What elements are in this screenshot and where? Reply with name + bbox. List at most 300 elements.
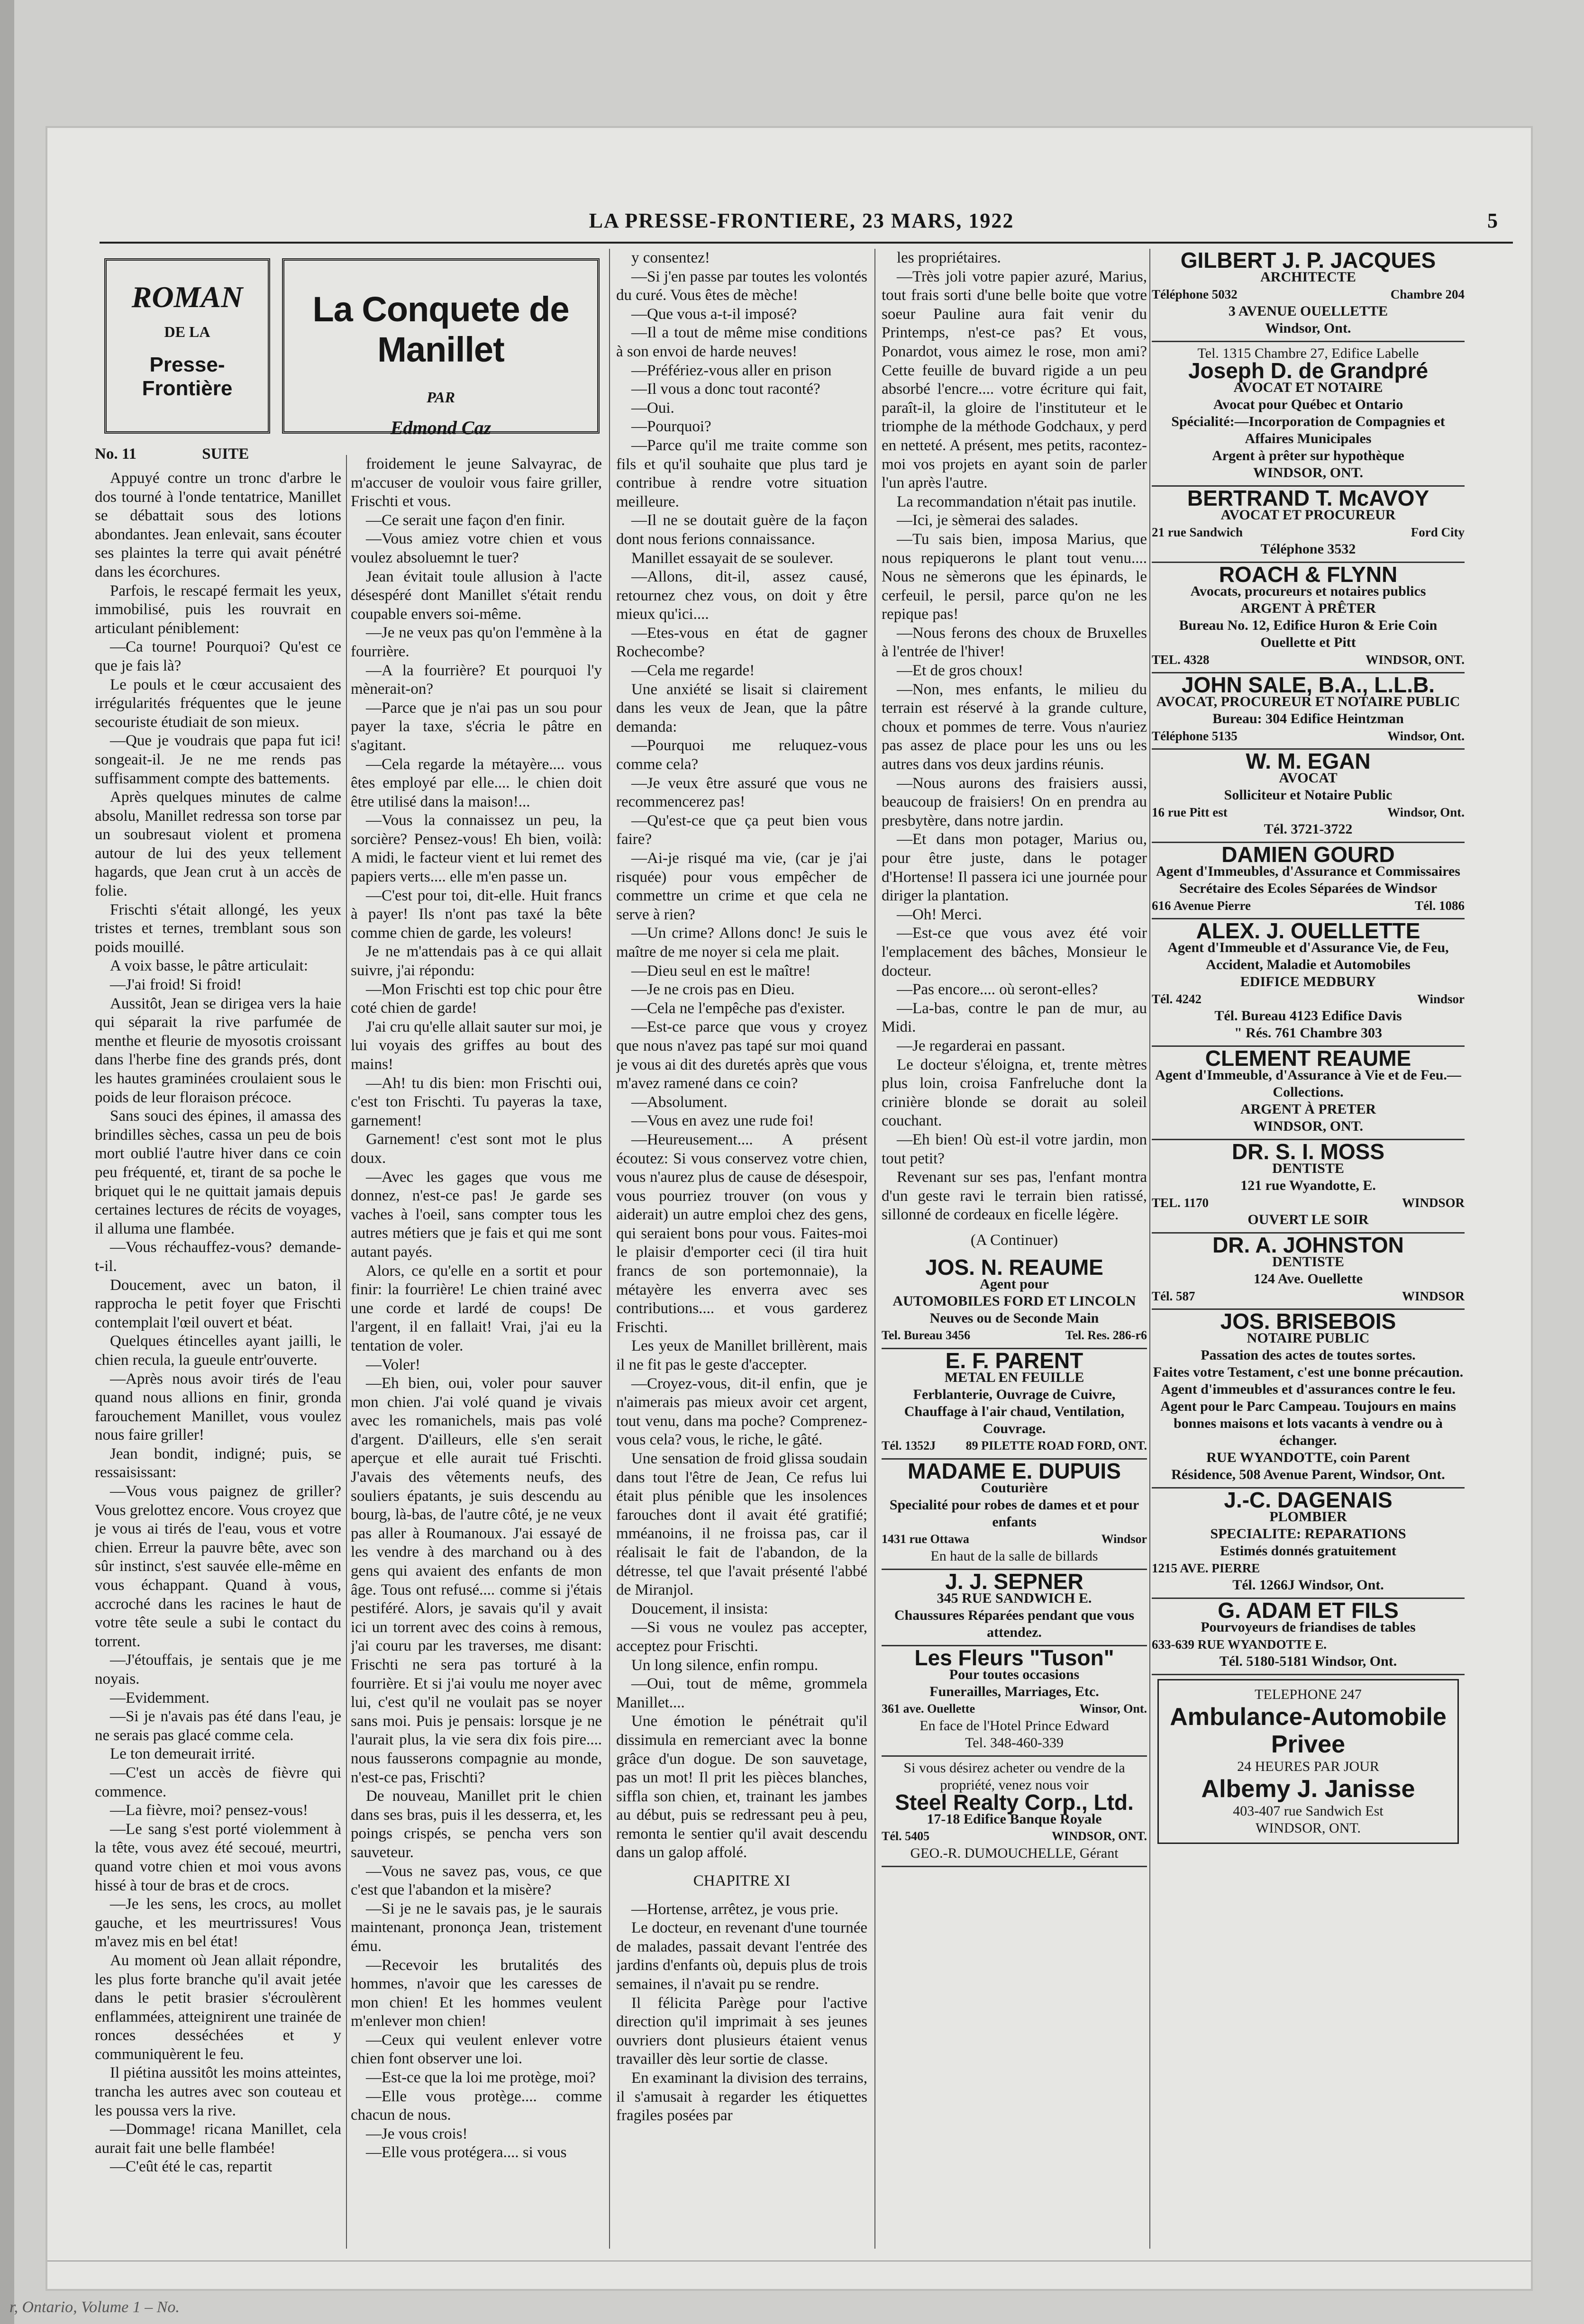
- ad-contact: Tel. Res. 286-r6: [1065, 1328, 1147, 1342]
- ad-contact-row: [1152, 1194, 1465, 1211]
- ad-name: DR. A. JOHNSTON: [1212, 1233, 1404, 1257]
- ad-contact-row: [882, 1327, 1147, 1344]
- paragraph: —C'est un accès de fièvre qui commence.: [95, 1764, 341, 1800]
- ad-line: Tél. 3721-3722: [1264, 821, 1353, 837]
- ad-line: WINDSOR, ONT.: [1253, 465, 1363, 481]
- ad-contact: Tél. 5405: [882, 1829, 930, 1843]
- ad-name: BERTRAND T. McAVOY: [1187, 486, 1429, 510]
- ad-name: JOHN SALE, B.A., L.L.B.: [1181, 672, 1435, 697]
- ad-name: J. J. SEPNER: [945, 1569, 1083, 1594]
- paragraph: Quelques étincelles ayant jailli, le chien recula, la gueule entr'ouverte.: [95, 1333, 341, 1369]
- paragraph: Alors, ce qu'elle en a sortit et pour finir: la fourrière! Le chien trainé avec une corde et lardé de coups! De l'argent, il en fallait! Vrai, j'ai eu la tentation de voler.: [351, 1262, 602, 1354]
- ad-line: Pour toutes occasions: [949, 1667, 1080, 1682]
- advertisement: [1152, 750, 1465, 843]
- ad-line: 17-18 Edifice Banque Royale: [927, 1811, 1102, 1827]
- ad-line: Secrétaire des Ecoles Séparées de Windsor: [1179, 881, 1438, 896]
- paragraph: —Heureusement.... A présent écoutez: Si vous conservez votre chien, vous n'aurez plus de cause de désespoir, vous pourriez trouver (on vous y aiderait) un autre emploi chez des gens, qui seraient bons pour vous. Faites-moi le plaisir d'emporter ceci (il tira huit francs de son portemonnaie), la métayère les enverra avec ses contributions.... et vous garderez Frischti.: [616, 1131, 867, 1336]
- ad-contact: Tél. 1086: [1415, 899, 1465, 913]
- column-divider: [874, 249, 875, 2249]
- paragraph: —La-bas, contre le pan de mur, au Midi.: [882, 999, 1147, 1036]
- paragraph: —Parce que je n'ai pas un sou pour payer la taxe, s'écria le pâtre en s'agitant.: [351, 699, 602, 754]
- ad-contact-row: [882, 1700, 1147, 1717]
- ad-line: Specialité pour robes de dames et et pour enfants: [889, 1497, 1139, 1530]
- paragraph: Sans souci des épines, il amassa des brindilles sèches, cassa un peu de bois mort oublié l'autre hiver dans ce coin peu fréquenté, et, tirant de sa poche le briquet qui le ne quittait jamais depuis certaines lectures de récits de voyages, il alluma une flambée.: [95, 1108, 341, 1237]
- paragraph: —Nous aurons des fraisiers aussi, beaucoup de fraisiers! On en prendra au presbytère, dans notre jardin.: [882, 774, 1147, 829]
- paragraph: —Ah! tu dis bien: mon Frischti oui, c'est ton Frischti. Tu payeras la taxe, garnement!: [351, 1074, 602, 1129]
- ad-contact: TEL. 1170: [1152, 1196, 1209, 1210]
- ad-name: W. M. EGAN: [1246, 749, 1371, 773]
- paragraph: les propriétaires.: [897, 249, 1001, 266]
- microfilm-footer: r, Ontario, Volume 1 – No.: [9, 2298, 180, 2316]
- paragraph: —C'est pour toi, dit-elle. Huit francs à payer! Ils n'ont pas taxé la bête comme chien de garde, les voleurs!: [351, 887, 602, 942]
- ambulance-owner: Albemy J. Janisse: [1201, 1775, 1415, 1803]
- ad-name: JOS. BRISEBOIS: [1220, 1309, 1396, 1334]
- ad-name: G. ADAM ET FILS: [1218, 1598, 1399, 1623]
- paragraph: Après quelques minutes de calme absolu, Manillet redressa son torse par un soubresaut violent et promena autour de lui des yeux tellement hagards, que Jean crut à un accès de folie.: [95, 789, 341, 900]
- ambulance-city: WINDSOR, ONT.: [1256, 1820, 1361, 1836]
- ad-line: DENTISTE: [1272, 1254, 1344, 1270]
- ad-contact: Windsor: [1417, 992, 1465, 1006]
- paragraph: —Elle vous protège.... comme chacun de nous.: [351, 2088, 602, 2124]
- chapter-heading: CHAPITRE XI: [693, 1872, 791, 1890]
- ad-line: Windsor, Ont.: [1265, 320, 1351, 336]
- paragraph: —Et dans mon potager, Marius ou, pour être juste, dans le potager d'Hortense! Il passera ici une journée pour diriger la plantation.: [882, 831, 1147, 905]
- ad-note: En face de l'Hotel Prince Edward: [919, 1718, 1109, 1734]
- ad-line: Tél. Bureau 4123 Edifice Davis: [1214, 1008, 1402, 1024]
- ad-line: Faites votre Testament, c'est une bonne précaution.: [1153, 1364, 1464, 1380]
- paragraph: —Pas encore.... où seront-elles?: [897, 981, 1098, 999]
- paragraph: —Qu'est-ce que ça peut bien vous faire?: [616, 812, 867, 848]
- ad-line: Couturière: [981, 1480, 1048, 1496]
- paragraph: —Le sang s'est porté violemment à la tête, vous avez été secoué, meurtri, quand votre chien et moi vous avons hissé à tour de bras et de crocs.: [95, 1820, 341, 1894]
- de-la-label: DE LA: [164, 323, 210, 340]
- paragraph: Garnement! c'est sont mot le plus doux.: [351, 1131, 602, 1167]
- ad-contact-row: [1152, 651, 1465, 668]
- column-divider: [609, 249, 610, 2249]
- paragraph: Les yeux de Manillet brillèrent, mais il ne fit pas le geste d'accepter.: [616, 1337, 867, 1374]
- footer-rule: [47, 2260, 1531, 2261]
- ad-contact: Ford City: [1411, 525, 1465, 539]
- paragraph: —Je ne veux pas qu'on l'emmène à la fourrière.: [351, 624, 602, 660]
- ad-line: Neuves ou de Seconde Main: [929, 1310, 1099, 1326]
- ad-line: Spécialité:—Incorporation de Compagnies et Affaires Municipales: [1171, 414, 1445, 446]
- paragraph: —Il ne se doutait guère de la façon dont nous ferions connaissance.: [616, 512, 867, 548]
- ad-contact: WINDSOR, ONT.: [1366, 653, 1465, 667]
- ad-contact-row: [1152, 897, 1465, 914]
- paragraph: Doucement, avec un baton, il rapprocha le petit foyer que Frischti contemplait l'œil ouvert et béat.: [95, 1276, 341, 1331]
- ad-line: AVOCAT: [1279, 770, 1338, 786]
- paragraph: —C'eût été le cas, repartit: [110, 2158, 273, 2176]
- ad-line: Avocats, procureurs et notaires publics: [1190, 583, 1426, 599]
- ad-contact: TEL. 4328: [1152, 653, 1210, 667]
- paragraph: —Etes-vous en état de gagner Rochecombe?: [616, 624, 867, 661]
- text-column-2: [351, 455, 602, 2251]
- advertisements-column-5: [1152, 249, 1465, 2253]
- paragraph: —Dommage! ricana Manillet, cela aurait fait une belle flambée!: [95, 2121, 341, 2157]
- page-header: [104, 209, 1499, 242]
- paragraph: Doucement, il insista:: [631, 1600, 768, 1617]
- paragraph: —Vous réchauffez-vous? demande-t-il.: [95, 1239, 341, 1275]
- paragraph: J'ai cru qu'elle allait sauter sur moi, je lui voyais des griffes au bout des mains!: [351, 1018, 602, 1073]
- paragraph: —Vous la connaissez un peu, la sorcière? Pensez-vous! Eh bien, voilà: A midi, le facteur vient et lui remet des papiers verts.... elle m'en passe un.: [351, 812, 602, 886]
- paragraph: Le docteur s'éloigna, et, trente mètres plus loin, croisa Fanfreluche dont la crinière blonde se dorait au soleil couchant.: [882, 1056, 1147, 1130]
- ad-name: GILBERT J. P. JACQUES: [1180, 249, 1436, 272]
- ad-intro: Si vous désirez acheter ou vendre de la propriété, venez nous voir: [903, 1760, 1125, 1793]
- ad-line: Chaussures Réparées pendant que vous attendez.: [894, 1607, 1135, 1640]
- ad-line: Agent d'Immeuble et d'Assurance Vie, de Feu, Accident, Maladie et Automobiles: [1167, 940, 1449, 972]
- paragraph: —Nous ferons des choux de Bruxelles à l'entrée de l'hiver!: [882, 624, 1147, 661]
- text-column-4: [882, 249, 1147, 1253]
- paragraph: Une émotion le pénétrait qu'il dissimula en remerciant avec la bonne grâce d'un dogue. De son sauvetage, pas un mot! Il prit les pièces blanches, siffla son chien, et, trainant les jambes au début, puis se redressant peu à peu, remonta le sentier qu'il avait descendu dans un galop affolé.: [616, 1713, 867, 1861]
- ad-line: Agent d'Immeubles, d'Assurance et Commissaires: [1156, 863, 1460, 879]
- paragraph: —Est-ce que vous avez été voir l'emplacement des bâches, Monsieur le docteur.: [882, 925, 1147, 980]
- ad-contact-row: [1152, 1288, 1465, 1305]
- paragraph: —Préfériez-vous aller en prison: [631, 362, 832, 379]
- ad-line: Bureau: 304 Edifice Heintzman: [1212, 711, 1404, 726]
- ad-contact: Tél. 4242: [1152, 992, 1202, 1006]
- ad-contact-row: [1152, 990, 1465, 1008]
- column-divider: [346, 455, 347, 2249]
- ad-line: ARGENT À PRETER: [1240, 1101, 1376, 1117]
- advertisement: [1152, 1234, 1465, 1310]
- paragraph: Le pouls et le cœur accusaient des irrégularités fréquentes que le jeune secouriste étudiait de son mieux.: [95, 676, 341, 731]
- ad-phone: Tel. 348-460-339: [965, 1735, 1064, 1751]
- ad-line: AVOCAT ET NOTAIRE: [1233, 380, 1383, 395]
- advertisement: [1152, 487, 1465, 563]
- ad-line: SPECIALITE: REPARATIONS: [1210, 1526, 1406, 1542]
- ad-contact: WINDSOR: [1402, 1196, 1465, 1210]
- ad-contact: 361 ave. Ouellette: [882, 1702, 975, 1716]
- paragraph: —Avec les gages que vous me donnez, n'est-ce pas! Je garde ses vaches à l'oeil, sans compter tous les autres métiers que je fais et qui me sont autant payés.: [351, 1168, 602, 1261]
- header-rule: [100, 242, 1513, 244]
- paragraph: De nouveau, Manillet prit le chien dans ses bras, puis il les desserra, et, les poings crispés, se pencha vers son sauveteur.: [351, 1788, 602, 1861]
- paragraph: —Elle vous protégera.... si vous: [366, 2144, 567, 2161]
- paragraph: —La fièvre, moi? pensez-vous!: [110, 1802, 308, 1819]
- ad-contact: 1215 AVE. PIERRE: [1152, 1561, 1260, 1575]
- paragraph: —Cela ne l'empêche pas d'exister.: [631, 999, 845, 1017]
- ad-intro: Tel. 1315 Chambre 27, Edifice Labelle: [1197, 345, 1419, 361]
- ad-name: ALEX. J. OUELLETTE: [1196, 918, 1420, 943]
- ad-contact: Chambre 204: [1390, 287, 1465, 301]
- ad-line: ARCHITECTE: [1260, 269, 1356, 285]
- paragraph: Le docteur, en revenant d'une tournée de malades, passait devant l'entrée des jardins d'enfants où, depuis plus de trois semaines, il n'avait pu se rendre.: [616, 1919, 867, 1993]
- advertisement: [1152, 1140, 1465, 1234]
- ad-name: DAMIEN GOURD: [1221, 842, 1395, 867]
- paragraph: Jean évitait toule allusion à l'acte désespéré dont Manillet s'était rendu coupable envers soi-même.: [351, 568, 602, 623]
- ad-line: Résidence, 508 Avenue Parent, Windsor, Ont.: [1171, 1467, 1445, 1482]
- installment-number: [95, 445, 341, 463]
- ad-line: Ferblanterie, Ouvrage de Cuivre, Chauffage à l'air chaud, Ventilation, Couvrage.: [904, 1387, 1125, 1436]
- ad-line: PLOMBIER: [1269, 1509, 1347, 1525]
- ad-line: Agent pour: [980, 1276, 1049, 1292]
- page-number: 5: [1487, 209, 1499, 232]
- ad-line: Solliciteur et Notaire Public: [1224, 787, 1393, 803]
- paragraph: —Parce qu'il me traite comme son fils et qu'il souhaite que plus tard je contribue à rendre votre situation meilleure.: [616, 436, 867, 510]
- ad-line: AVOCAT ET PROCUREUR: [1220, 507, 1396, 523]
- paragraph: —Et de gros choux!: [897, 662, 1023, 680]
- ad-contact-row: [1152, 727, 1465, 744]
- paragraph: Frischti s'était allongé, les yeux tristes et ternes, tremblant sous son poids mouillé.: [95, 901, 341, 956]
- paragraph: —Je les sens, les crocs, au mollet gauche, et les meurtrissures! Vous m'avez mis en bel état!: [95, 1896, 341, 1951]
- advertisement: [1152, 249, 1465, 342]
- text-column-1: [95, 469, 341, 2251]
- paragraph: —Mon Frischti est top chic pour être coté chien de garde!: [351, 980, 602, 1017]
- ad-contact: Winsor, Ont.: [1079, 1702, 1147, 1716]
- ad-line: Agent d'immeubles et d'assurances contre le feu.: [1161, 1381, 1456, 1397]
- paragraph: froidement le jeune Salvayrac, de m'accuser de vouloir vous faire griller, Frischti et vous.: [351, 455, 602, 510]
- ad-name: CLEMENT REAUME: [1205, 1046, 1411, 1071]
- paragraph: —Que vous a-t-il imposé?: [631, 305, 797, 323]
- ad-contact-row: [882, 1437, 1147, 1454]
- paragraph: —Si je n'avais pas été dans l'eau, je ne serais pas glacé comme cela.: [95, 1708, 341, 1744]
- ad-line: ARGENT À PRÊTER: [1240, 600, 1376, 616]
- paragraph: —Allons, dit-il, assez causé, retournez chez vous, on doit y être mieux qu'ici....: [616, 568, 867, 623]
- paragraph: —Ce serait une façon d'en finir.: [366, 511, 565, 529]
- paragraph: —Recevoir les brutalités des hommes, n'avoir que les caresses de mon chien! Et les hommes veulent m'enlever mon chien!: [351, 1956, 602, 2030]
- paragraph: —Vous amiez votre chien et vous voulez absoluemnt le tuer?: [351, 530, 602, 566]
- ad-line: NOTAIRE PUBLIC: [1247, 1330, 1370, 1346]
- ad-contact-row: [1152, 286, 1465, 303]
- left-page-edge: [0, 0, 14, 2324]
- ambulance-hours: 24 HEURES PAR JOUR: [1237, 1759, 1379, 1774]
- ad-line: 121 rue Wyandotte, E.: [1240, 1178, 1376, 1193]
- ad-line: METAL EN FEUILLE: [944, 1370, 1084, 1385]
- paragraph: Il piétina aussitôt les moins atteintes, trancha les autres avec son couteau et les poussa vers la rive.: [95, 2064, 341, 2119]
- ad-line: EDIFICE MEDBURY: [1240, 974, 1376, 990]
- ad-contact: 89 PILETTE ROAD FORD, ONT.: [965, 1439, 1147, 1452]
- paragraph: —Pourquoi?: [631, 418, 711, 436]
- paragraph: A voix basse, le pâtre articulait:: [110, 957, 308, 975]
- ad-line: 345 RUE SANDWICH E.: [937, 1590, 1092, 1606]
- ad-name: ROACH & FLYNN: [1219, 562, 1398, 587]
- ad-line: Tél. 1266J Windsor, Ont.: [1232, 1577, 1384, 1593]
- ad-name: DR. S. I. MOSS: [1231, 1139, 1385, 1164]
- ad-contact-row: [882, 1531, 1147, 1548]
- ad-line: Agent d'Immeuble, d'Assurance à Vie et de Feu.—Collections.: [1155, 1067, 1461, 1100]
- paragraph: Il félicita Parège pour l'active direction qu'il imprimait à ses jeunes ouvriers dont plusieurs étaient venus travailler dès leur sortie de classe.: [616, 1994, 867, 2068]
- advertisement: [882, 1256, 1147, 1349]
- paragraph: —Oh! Merci.: [897, 906, 982, 923]
- paragraph: —Oui, tout de même, grommela Manillet....: [616, 1675, 867, 1711]
- paragraph: Manillet essayait de se soulever.: [631, 549, 834, 567]
- ambulance-title: Ambulance-Automobile Privee: [1170, 1703, 1447, 1758]
- ad-name: J.-C. DAGENAIS: [1224, 1488, 1393, 1512]
- paragraph: Le ton demeurait irrité.: [110, 1745, 255, 1763]
- paragraph: —Pourquoi me reluquez-vous comme cela?: [616, 737, 867, 773]
- paragraph: —Cela me regarde!: [631, 662, 755, 680]
- advertisement: [882, 1460, 1147, 1570]
- paragraph: —Ai-je risqué ma vie, (car je j'ai risquée) pour vous empêcher de commettre un crime et que cela ne serve à rien?: [616, 850, 867, 923]
- ad-contact: Tél. 587: [1152, 1289, 1195, 1303]
- paragraph: —Un crime? Allons donc! Je suis le maître de me noyer si cela me plait.: [616, 925, 867, 961]
- ad-contact-row: [1152, 1560, 1465, 1577]
- paragraph: —Tu sais bien, imposa Marius, que nous repiquerons le plant tout venu.... Nous ne sèmerons que les épinards, le cerfeuil, le persil, parce qu'on ne les repique pas!: [882, 530, 1147, 623]
- par-label: PAR: [427, 389, 455, 406]
- ad-name: Les Fleurs "Tuson": [914, 1645, 1114, 1670]
- paragraph: —Je ne crois pas en Dieu.: [631, 981, 795, 999]
- paragraph: —Je regarderai en passant.: [897, 1037, 1065, 1054]
- paragraph: Parfois, le rescapé fermait les yeux, immobilisé, puis les rouvrait en articulant péniblement:: [95, 582, 341, 637]
- ambulance-phone: TELEPHONE 247: [1255, 1687, 1362, 1702]
- paragraph: —Je vous crois!: [366, 2125, 468, 2142]
- ad-line: Funerailles, Marriages, Etc.: [929, 1684, 1099, 1699]
- paragraph: —Dieu seul en est le maître!: [631, 962, 811, 980]
- column-divider: [1149, 249, 1150, 2249]
- ad-contact-row: [1152, 1636, 1465, 1653]
- advertisement: [1152, 563, 1465, 673]
- ad-contact: Téléphone 5032: [1152, 287, 1238, 301]
- ad-contact: Tél. 1352J: [882, 1439, 936, 1452]
- paragraph: —J'ai froid! Si froid!: [110, 976, 242, 994]
- paragraph: —Il a tout de même mise conditions à son envoi de harde neuves!: [616, 324, 867, 360]
- author-name: Edmond Caz: [390, 417, 492, 438]
- paper-name: Presse-Frontière: [142, 353, 233, 400]
- ad-line: AVOCAT, PROCUREUR ET NOTAIRE PUBLIC: [1156, 694, 1460, 709]
- ad-line: RUE WYANDOTTE, coin Parent: [1206, 1450, 1410, 1465]
- ad-contact-row: [1152, 524, 1465, 541]
- ad-line: Avocat pour Québec et Ontario: [1213, 397, 1403, 412]
- paragraph: —Croyez-vous, dit-il enfin, que je n'aimerais pas mieux avoir cet argent, tout venu, dans ma poche? Comprenez-vous cela? vous, le riche, le gâté.: [616, 1375, 867, 1449]
- paragraph: —J'étouffais, je sentais que je me noyais.: [95, 1652, 341, 1688]
- paragraph: —Hortense, arrêtez, je vous prie.: [631, 1900, 839, 1918]
- paragraph: Un long silence, enfin rompu.: [631, 1656, 819, 1674]
- ad-line: 124 Ave. Ouellette: [1253, 1271, 1363, 1287]
- paragraph: —Ca tourne! Pourquoi? Qu'est ce que je fais là?: [95, 638, 341, 674]
- ad-line: DENTISTE: [1272, 1161, 1344, 1176]
- ad-note: GEO.-R. DUMOUCHELLE, Gérant: [910, 1845, 1119, 1861]
- paragraph: —Cela regarde la métayère.... vous êtes employé par elle.... le chien doit être utilisé dans la maison!...: [351, 755, 602, 810]
- paragraph: —Absolument.: [631, 1093, 728, 1111]
- paragraph: —Ceux qui veulent enlever votre chien font observer une loi.: [351, 2031, 602, 2068]
- paragraph: —Est-ce que la loi me protège, moi?: [366, 2069, 596, 2087]
- ad-line: Agent pour le Parc Campeau. Toujours en mains bonnes maisons et lots vacants à vendre ou à échanger.: [1160, 1398, 1456, 1448]
- paragraph: —Que je voudrais que papa fut ici! songeait-il. Je ne me rends pas suffisamment compte des battements.: [95, 732, 341, 787]
- roman-box: [104, 258, 270, 434]
- ad-contact: Windsor, Ont.: [1387, 805, 1465, 819]
- paragraph: y consentez!: [631, 249, 710, 266]
- paragraph: —A la fourrière? Et pourquoi l'y mènerait-on?: [351, 662, 602, 698]
- ad-contact-row: [1152, 804, 1465, 821]
- ad-contact: Tel. Bureau 3456: [882, 1328, 971, 1342]
- paragraph: Appuyé contre un tronc d'arbre le dos tourné à l'onde tentatrice, Manillet se débattait sous des lotions abondantes. Jean enlevait, sans écouter ses plaintes la terre qui avait pénétré dans les écorchures.: [95, 470, 341, 581]
- roman-label: ROMAN: [131, 280, 243, 314]
- ad-line: AUTOMOBILES FORD ET LINCOLN: [892, 1293, 1136, 1309]
- ad-line: 3 AVENUE OUELLETTE: [1228, 303, 1388, 319]
- ad-contact: 616 Avenue Pierre: [1152, 899, 1251, 913]
- paragraph: —Il vous a donc tout raconté?: [631, 381, 820, 398]
- paragraph: Jean bondit, indigné; puis, se ressaisissant:: [95, 1445, 341, 1481]
- paragraph: —Si je ne le savais pas, je le saurais maintenant, prononça Jean, tristement ému.: [351, 1900, 602, 1955]
- paragraph: —Je veux être assuré que vous ne recommencerez pas!: [616, 774, 867, 811]
- paragraph: —Très joli votre papier azuré, Marius, tout frais sorti d'une belle boite que votre soeur Pauline aura fait venir du Printemps, n'est-ce pas? Et vous, Ponardot, vous aimez le rose, mon ami? Cette feuille de buvard rigide a un peu absorbé l'encre.... votre écriture qui fait, paraît-il, la gloire de l'instituteur et le triomphe de la méthode Godchaux, y perd en netteté. A présent, mes petits, racontez-moi vos projets en ayant soin de parler l'un après l'autre.: [882, 268, 1147, 492]
- ambulance-ad: [1157, 1679, 1459, 1844]
- ad-line: Estimés donnés gratuitement: [1220, 1543, 1396, 1559]
- ad-line: Passation des actes de toutes sortes.: [1201, 1347, 1416, 1363]
- ad-contact: 1431 rue Ottawa: [882, 1532, 969, 1546]
- ad-name: Joseph D. de Grandpré: [1188, 358, 1429, 383]
- ad-contact-row: [882, 1828, 1147, 1845]
- advertisement: [1152, 1489, 1465, 1599]
- ad-line: Argent à prêter sur hypothèque: [1212, 448, 1404, 463]
- masthead-title: LA PRESSE-FRONTIERE, 23 MARS, 1922: [589, 209, 1014, 232]
- paragraph: —Non, mes enfants, le milieu du terrain est réservé à la grande culture, choux et pommes de terre. Vous n'auriez pas assez de place pour les uns ou les autres dans vos deux jardins réunis.: [882, 681, 1147, 773]
- ad-line: Tél. 5180-5181 Windsor, Ont.: [1219, 1653, 1397, 1669]
- advertisement: [1152, 1310, 1465, 1489]
- paragraph: Au moment où Jean allait répondre, les plus forte branche qu'il avait jetée dans le petit brasier s'écroulèrent enflammées, atteignirent une trainée de ronces desséchées et y communiquèrent le feu.: [95, 1952, 341, 2063]
- serial-title-box: [95, 251, 616, 441]
- paragraph: Une anxiété se lisait si clairement dans les veux de Jean, que la pâtre demanda:: [616, 681, 867, 735]
- paragraph: —Ici, je sèmerai des salades.: [897, 512, 1079, 529]
- paragraph: —Vous ne savez pas, vous, ce que c'est que l'abandon et la misère?: [351, 1862, 602, 1899]
- ad-contact: 16 rue Pitt est: [1152, 805, 1228, 819]
- advertisement: [882, 1757, 1147, 1867]
- ad-contact: Windsor, Ont.: [1387, 729, 1465, 743]
- advertisement: [1152, 919, 1465, 1047]
- novel-title-box: [282, 258, 600, 438]
- column-3-part-b: [616, 1900, 867, 2125]
- paragraph: En examinant la division des terrains, il s'amusait à regarder les étiquettes fragiles posées par: [616, 2070, 867, 2124]
- advertisement: [1152, 1599, 1465, 1675]
- ad-contact: WINDSOR: [1402, 1289, 1465, 1303]
- paragraph: —Eh bien, oui, voler pour sauver mon chien. J'ai volé quand je vivais avec les romanichels, mais pas volé d'argent. D'ailleurs, elle s'en serait aperçue et elle aurait tué Frischti. J'avais des vêtements neufs, des souliers épatants, je suis descendu au bourg, là-bas, de l'autre côté, je ne veux pas aller à Roumanoux. J'ai essayé de les vendre à des marchand ou à des gens qui avaient des enfants de mon âge. Tous ont refusé.... comme si j'étais pestiféré. Alors, je savais qu'il y avait ici un torrent avec des coins à remous, j'ai couru par les traverses, me disant: Frischti ne sera pas torturé à la fourrière. Et si j'ai voulu me noyer avec lui, c'est qu'il ne voulait pas se noyer sans moi. Puis je pensais: lorsque je ne l'aurait plus, la vie sera dix fois pire.... nous fausserons compagnie au monde, n'est-ce pas, Frischti?: [351, 1375, 602, 1786]
- ad-line: OUVERT LE SOIR: [1247, 1212, 1369, 1227]
- advertisement: [1152, 1047, 1465, 1140]
- ad-contact: Téléphone 5135: [1152, 729, 1238, 743]
- paragraph: Aussitôt, Jean se dirigea vers la haie qui séparait la rive parfumée de menthe et fleurie de myosotis croissant dans l'herbe fine des grands prés, dont les hautes graminées croulaient sous le poids de leur floraison précoce.: [95, 995, 341, 1106]
- advertisement: [1152, 843, 1465, 919]
- ad-note: En haut de la salle de billards: [930, 1548, 1098, 1564]
- paragraph: —Après nous avoir tirés de l'eau quand nous allions en finir, gronda farouchement Manillet, vous voulez nous faire griller!: [95, 1370, 341, 1444]
- paragraph: Revenant sur ses pas, l'enfant montra d'un geste ravi le terrain bien ratissé, sillonné de cordeaux en ficelle légère.: [882, 1169, 1147, 1224]
- text-column-3: [616, 249, 867, 2249]
- ad-contact: Windsor: [1101, 1532, 1147, 1546]
- column-4-text: [882, 249, 1147, 1225]
- ad-line: Bureau No. 12, Edifice Huron & Erie Coin Ouellette et Pitt: [1179, 617, 1438, 650]
- ad-name: E. F. PARENT: [945, 1348, 1083, 1373]
- paragraph: —Vous en avez une rude foi!: [631, 1112, 814, 1130]
- ad-name: MADAME E. DUPUIS: [908, 1459, 1121, 1483]
- paragraph: —Vous vous paignez de griller? Vous grelottez encore. Vous croyez que je vous ai tirés de l'eau, vous et votre chien. Erreur la pauvre bête, avec son sûr instinct, s'est sauvée elle-même en vous échappant. Quand à vous, accroché dans les racines le haut de votre tête seule a subi le contact du torrent.: [95, 1483, 341, 1650]
- paragraph: —Eh bien! Où est-il votre jardin, mon tout petit?: [882, 1131, 1147, 1167]
- paragraph: —Est-ce parce que vous y croyez que nous n'avez pas tapé sur moi quand je vous ai dit des duretés après que vous m'avez ramené dans ce coin?: [616, 1018, 867, 1092]
- paragraph: —Evidemment.: [110, 1689, 209, 1707]
- novel-title: La Conquete de Manillet: [312, 290, 569, 369]
- paragraph: —Voler!: [366, 1356, 420, 1373]
- ad-line: " Rés. 761 Chambre 303: [1234, 1025, 1382, 1041]
- column-3-part-a: [616, 249, 867, 1862]
- paragraph: La recommandation n'était pas inutile.: [897, 493, 1137, 510]
- advertisement: [882, 1646, 1147, 1757]
- ad-line: Pourvoyeurs de friandises de tables: [1201, 1619, 1416, 1635]
- advertisement: [882, 1349, 1147, 1460]
- continue-note: (A Continuer): [970, 1231, 1058, 1249]
- ad-contact: WINDSOR, ONT.: [1051, 1829, 1147, 1843]
- advertisements-column-4: [882, 1256, 1147, 1867]
- paragraph: Une sensation de froid glissa soudain dans tout l'être de Jean, Ce refus lui était plus pénible que les insolences farouches dont il avait été gratifié; mméanoins, il ne froissa pas, car il réalisait le fait de l'abandon, de la détresse, tel que l'avait présenté l'abbé de Miranjol.: [616, 1450, 867, 1599]
- advertisement: [1152, 673, 1465, 750]
- installment-no: No. 11: [95, 445, 137, 463]
- paragraph: Je ne m'attendais pas à ce qui allait suivre, j'ai répondu:: [351, 943, 602, 980]
- suite-label: SUITE: [202, 445, 249, 463]
- paragraph: —Si vous ne voulez pas accepter, acceptez pour Frischti.: [616, 1619, 867, 1655]
- ambulance-address: 403-407 rue Sandwich Est: [1233, 1803, 1384, 1819]
- ad-name: Steel Realty Corp., Ltd.: [895, 1790, 1134, 1815]
- advertisement: [882, 1570, 1147, 1646]
- paragraph: —Si j'en passe par toutes les volontés du curé. Vous êtes de mèche!: [616, 268, 867, 304]
- advertisement: [1152, 342, 1465, 487]
- ad-contact: 633-639 RUE WYANDOTTE E.: [1152, 1637, 1327, 1652]
- ad-line: Téléphone 3532: [1260, 541, 1356, 557]
